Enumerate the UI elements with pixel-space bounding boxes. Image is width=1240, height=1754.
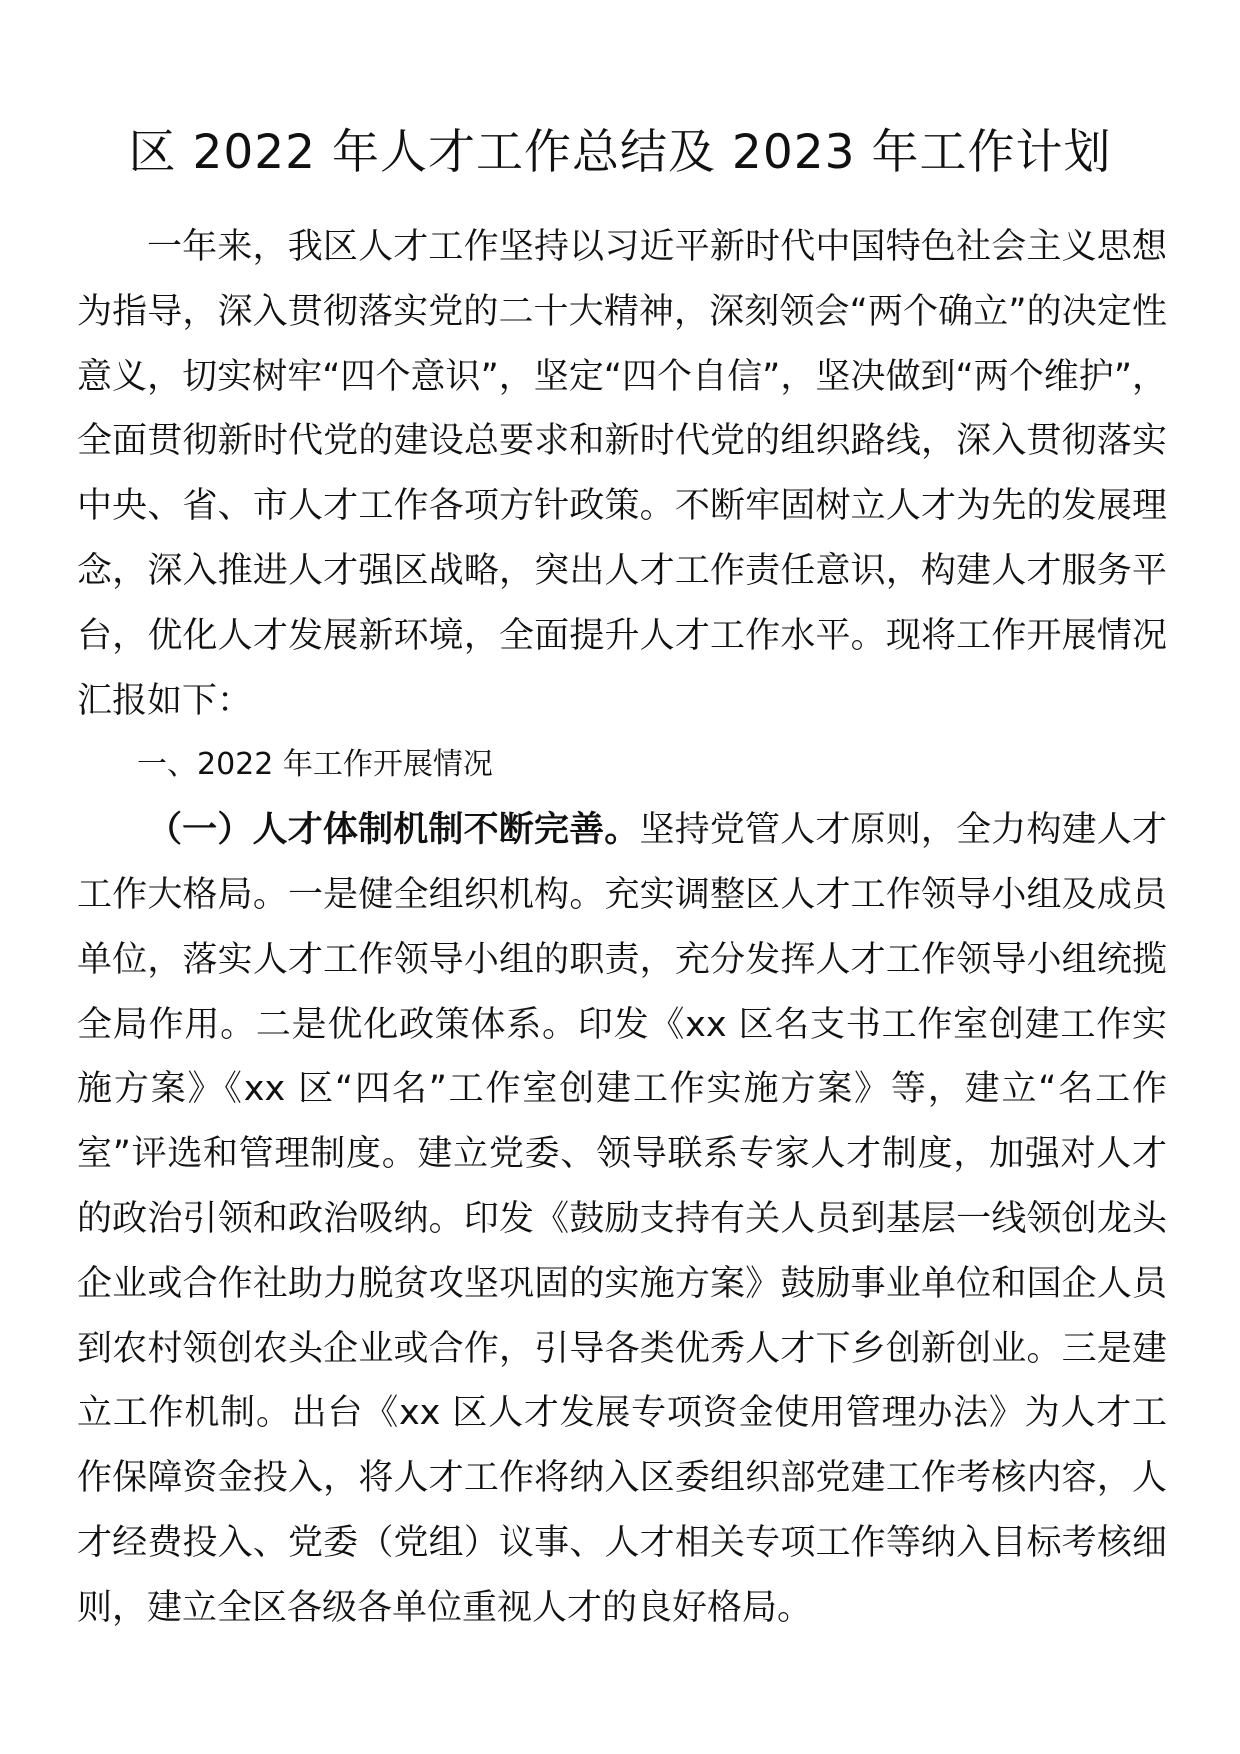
subsection-paragraph bbox=[77, 798, 1167, 1640]
subsection-text: 坚持党管人才原则，全力构建人才工作大格局。一是健全组织机构。充实调整区人才工作领导小组及成员单位，落实人才工作领导小组的职责，充分发挥人才工作领导小组统揽全局作用。二是优化政策体系。印发《xx 区名支书工作室创建工作实施方案》《xx 区“四名”工作室创建工作实施方案》等，建立“名工作室”评选和管理制度。建立党委、领导联系专家人才制度，加强对人才的政治引领和政治吸纳。印发《鼓励支持有关人员到基层一线领创龙头企业或合作社助力脱贫攻坚巩固的实施方案》鼓励事业单位和国企人员到农村领创农头企业或合作，引导各类优秀人才下乡创新创业。三是建立工作机制。出台《xx 区人才发展专项资金使用管理办法》为人才工作保障资金投入，将人才工作将纳入区委组织部党建工作考核内容，人才经费投入、党委（党组）议事、人才相关专项工作等纳入目标考核细则，建立全区各级各单位重视人才的良好格局。 bbox=[77, 810, 1167, 1628]
document-body bbox=[77, 215, 1167, 1641]
section-heading: 一、2022 年工作开展情况 bbox=[137, 747, 493, 783]
document-title: 区 2022 年人才工作总结及 2023 年工作计划 bbox=[128, 125, 1112, 180]
intro-paragraph: 一年来，我区人才工作坚持以习近平新时代中国特色社会主义思想为指导，深入贯彻落实党的二十大精神，深刻领会“两个确立”的决定性意义，切实树牢“四个意识”，坚定“四个自信”，坚决做到“两个维护”，全面贯彻新时代党的建设总要求和新时代党的组织路线，深入贯彻落实中央、省、市人才工作各项方针政策。不断牢固树立人才为先的发展理念，深入推进人才强区战略，突出人才工作责任意识，构建人才服务平台，优化人才发展新环境，全面提升人才工作水平。现将工作开展情况汇报如下： bbox=[77, 227, 1167, 721]
subsection-lead: （一）人才体制机制不断完善。 bbox=[147, 810, 640, 851]
